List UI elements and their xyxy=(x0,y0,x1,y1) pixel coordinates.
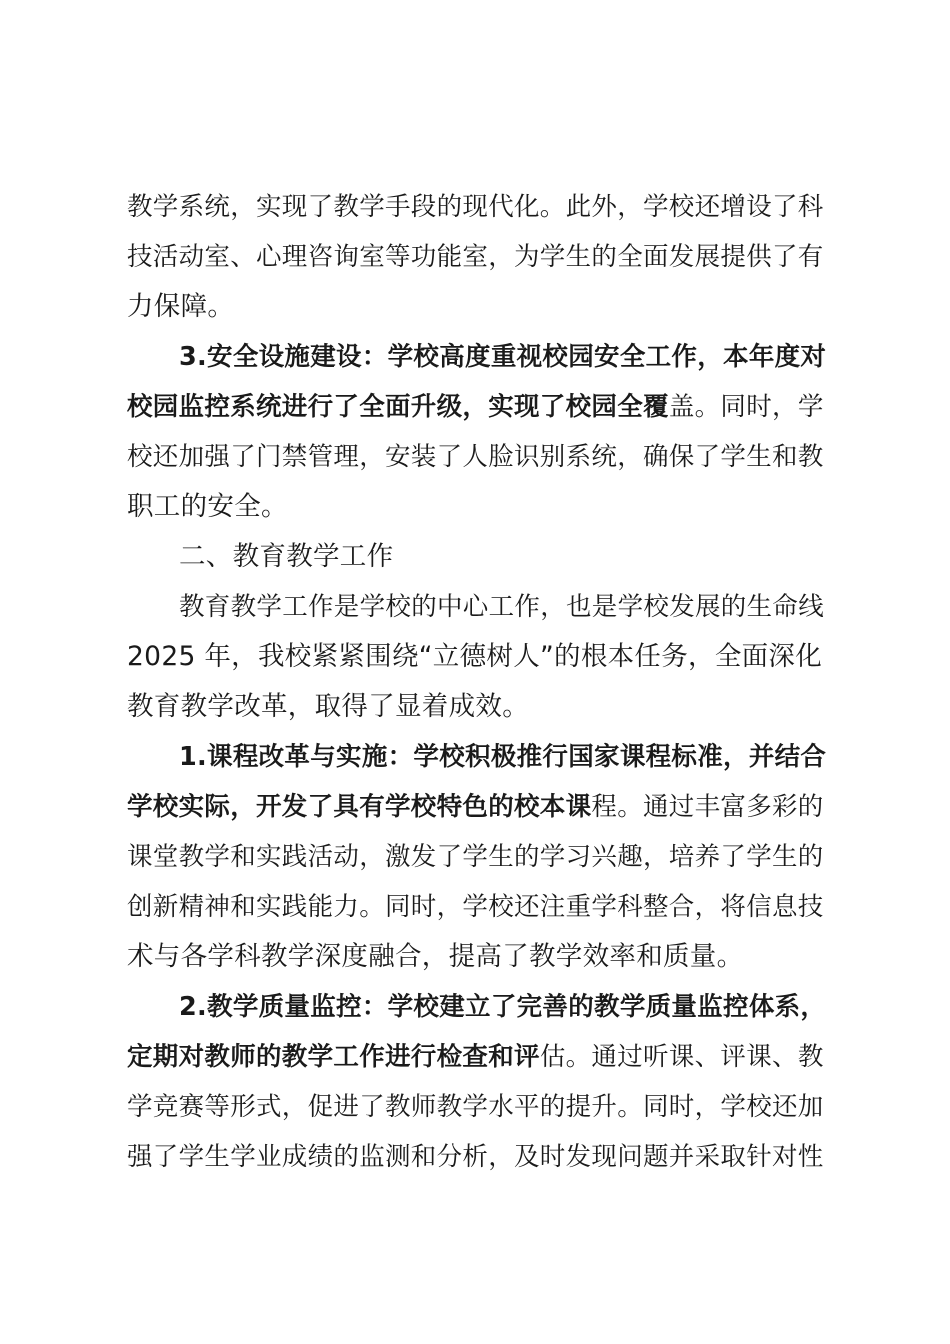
text-line: 学校实际，开发了具有学校特色的校本课程。通过丰富多彩的 xyxy=(127,792,824,822)
text-line: 2025 年，我校紧紧围绕“立德树人”的根本任务，全面深化 xyxy=(127,641,823,672)
text-line: 教育教学工作是学校的中心工作，也是学校发展的生命线 xyxy=(179,592,825,622)
text-line: 学竞赛等形式，促进了教师教学水平的提升。同时，学校还加 xyxy=(127,1092,824,1122)
text-line: 定期对教师的教学工作进行检查和评估。通过听课、评课、教 xyxy=(127,1042,824,1072)
text-line: 强了学生学业成绩的监测和分析，及时发现问题并采取针对性 xyxy=(127,1142,824,1172)
section-heading-curriculum: 1.课程改革与实施：学校积极推行国家课程标准，并结合 xyxy=(179,742,827,772)
section-heading-safety: 3.安全设施建设：学校高度重视校园安全工作，本年度对 xyxy=(179,342,827,372)
text-line: 职工的安全。 xyxy=(127,491,288,522)
document-body xyxy=(127,182,833,1182)
text-line: 教育教学改革，取得了显着成效。 xyxy=(127,691,529,722)
text-line: 校园监控系统进行了全面升级，实现了校园全覆盖。同时，学 xyxy=(127,392,824,422)
text-line: 创新精神和实践能力。同时，学校还注重学科整合，将信息技 xyxy=(127,892,824,922)
text-line: 技活动室、心理咨询室等功能室，为学生的全面发展提供了有 xyxy=(127,242,824,272)
text-line: 校还加强了门禁管理，安装了人脸识别系统，确保了学生和教 xyxy=(127,442,824,472)
text-line: 术与各学科教学深度融合，提高了教学效率和质量。 xyxy=(127,941,744,972)
text-line: 力保障。 xyxy=(127,291,235,322)
text-line: 课堂教学和实践活动，激发了学生的学习兴趣，培养了学生的 xyxy=(127,842,824,872)
section-title-teaching: 二、教育教学工作 xyxy=(179,541,394,572)
text-line: 教学系统，实现了教学手段的现代化。此外，学校还增设了科 xyxy=(127,192,824,222)
section-heading-quality: 2.教学质量监控：学校建立了完善的教学质量监控体系， xyxy=(179,992,827,1022)
